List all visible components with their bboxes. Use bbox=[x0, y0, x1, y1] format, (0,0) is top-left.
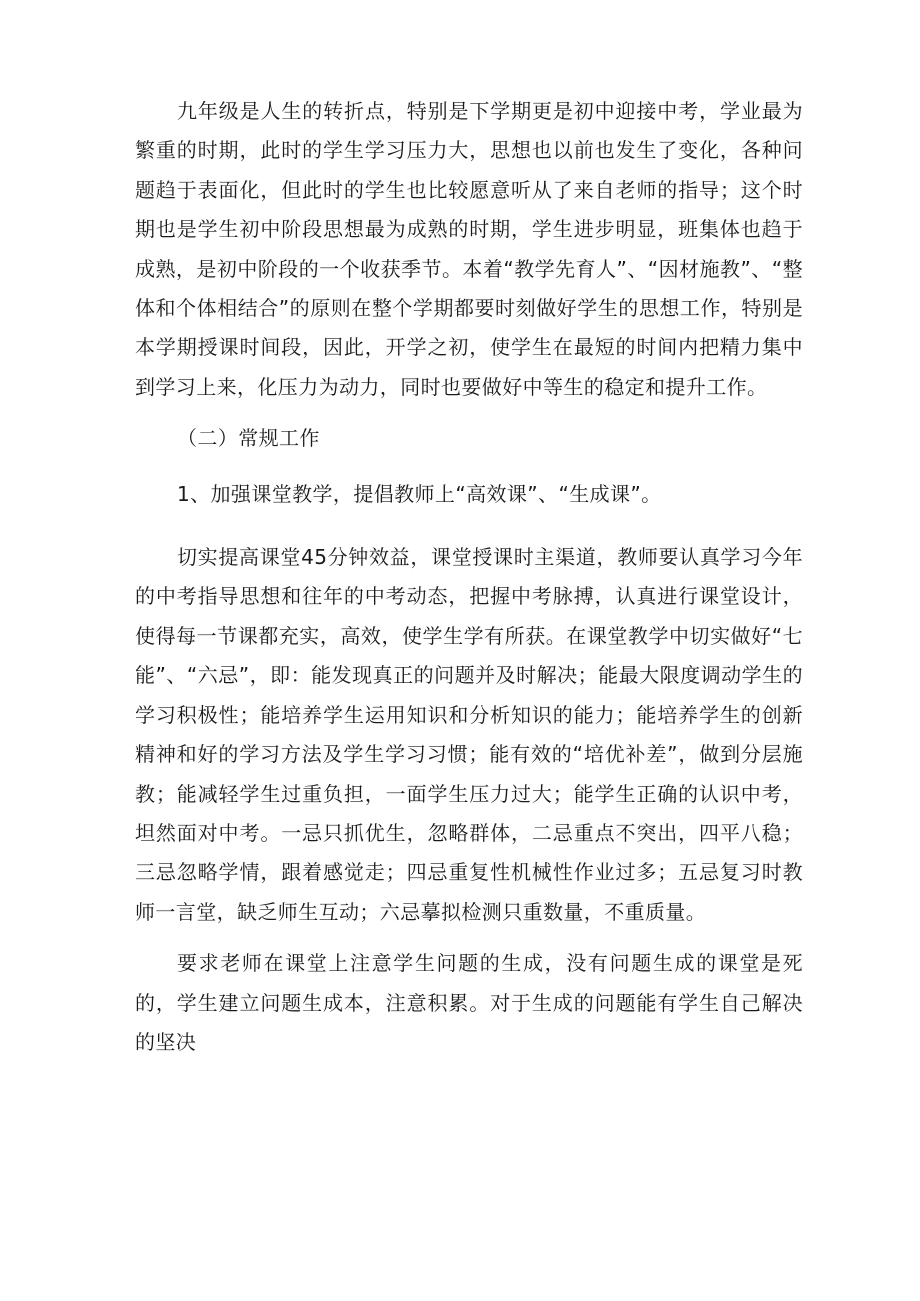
section-heading: （二）常规工作 bbox=[177, 426, 320, 451]
paragraph-intro: 九年级是人生的转折点，特别是下学期更是初中迎接中考，学业最为繁重的时期，此时的学生学习压力大，思想也以前也发生了变化，各种问题趋于表面化，但此时的学生也比较愿意听从了来自老师的指导；这个时期也是学生初中阶段思想最为成熟的时期，学生进步明显，班集体也趋于成熟，是初中阶段的一个收获季节。本着“教学先育人”、“因材施教”、“整体和个体相结合”的原则在整个学期都要时刻做好学生的思想工作，特别是本学期授课时间段，因此，开学之初，使学生在最短的时间内把精力集中到学习上来，化压力为动力，同时也要做好中等生的稳定和提升工作。 bbox=[135, 99, 803, 399]
paragraph-classroom-efficiency: 切实提高课堂45分钟效益，课堂授课时主渠道，教师要认真学习今年的中考指导思想和往年的中考动态，把握中考脉搏，认真进行课堂设计，使得每一节课都充实，高效，使学生学有所获。在课堂教学中切实做好“七能”、“六忌”，即：能发现真正的问题并及时解决；能最大限度调动学生的学习积极性；能培养学生运用知识和分析知识的能力；能培养学生的创新精神和好的学习方法及学生学习习惯；能有效的“培优补差”，做到分层施教；能减轻学生过重负担，一面学生压力过大；能学生正确的认识中考，坦然面对中考。一忌只抓优生，忽略群体，二忌重点不突出，四平八稳；三忌忽略学情，跟着感觉走；四忌重复性机械性作业过多；五忌复习时教师一言堂，缺乏师生互动；六忌摹拟检测只重数量，不重质量。 bbox=[135, 545, 803, 924]
item-heading: 1、加强课堂教学，提倡教师上“高效课”、“生成课”。 bbox=[177, 481, 662, 506]
spacer bbox=[135, 459, 803, 475]
paragraph-question-generation: 要求老师在课堂上注意学生问题的生成，没有问题生成的课堂是死的，学生建立问题生成本，注意积累。对于生成的问题能有学生自己解决的坚决 bbox=[135, 951, 803, 1054]
spacer bbox=[135, 514, 803, 538]
spacer bbox=[135, 407, 803, 419]
spacer bbox=[135, 932, 803, 944]
document-body bbox=[135, 92, 803, 1062]
